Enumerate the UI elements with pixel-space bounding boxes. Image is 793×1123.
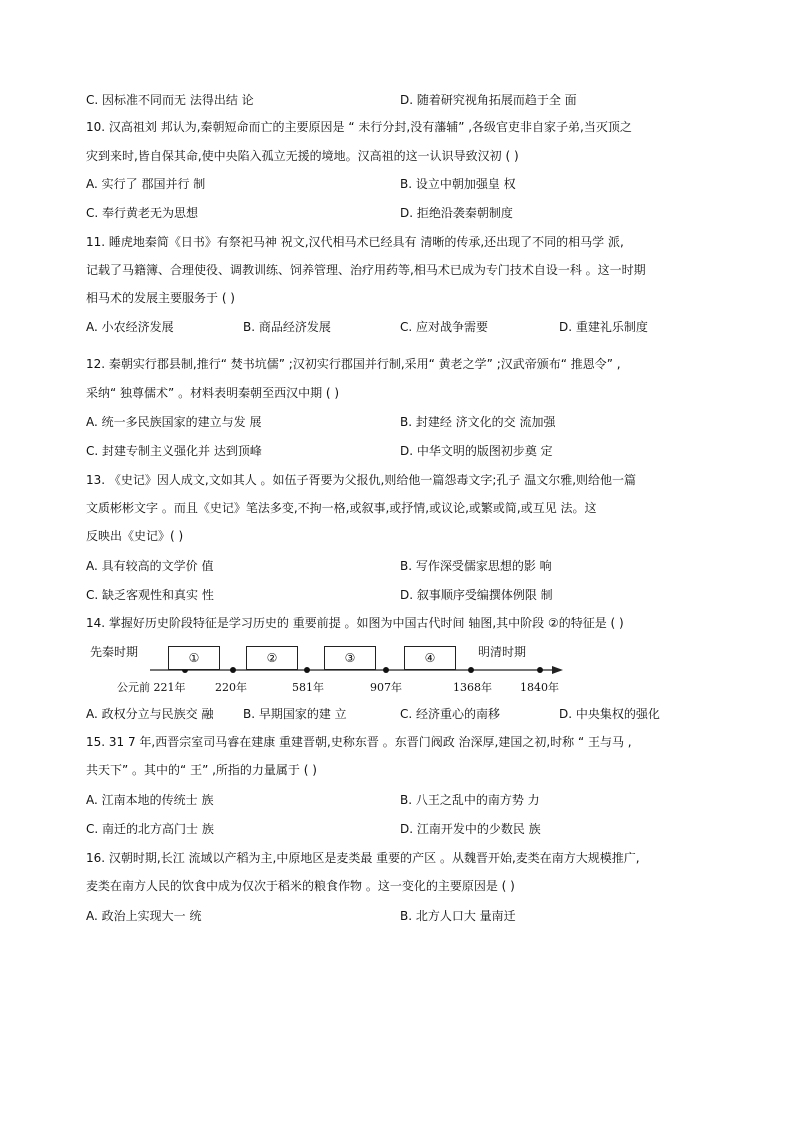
question-11-stem: 记载了马籍簿、合理使役、调教训练、饲养管理、治疗用药等,相马术已成为专门技术自设一科 。这一时期 [86, 263, 646, 277]
option-d: D. 中央集权的强化 [559, 707, 660, 721]
option-d: D. 中华文明的版图初步奠 定 [400, 444, 553, 458]
timeline-stage-4: ④ [404, 646, 456, 670]
timeline-end-label: 明清时期 [478, 645, 527, 659]
option-b: B. 写作深受儒家思想的影 响 [400, 559, 552, 573]
question-15-stem: 共天下” 。其中的“ 王” ,所指的力量属于 ( ) [86, 763, 317, 777]
timeline-date: 1368年 [453, 681, 492, 694]
option-a: A. 政治上实现大一 统 [86, 909, 202, 923]
option-d: D. 江南开发中的少数民 族 [400, 822, 541, 836]
timeline-point [304, 667, 310, 673]
timeline-stage-3: ③ [324, 646, 376, 670]
question-11-stem: 相马术的发展主要服务于 ( ) [86, 291, 235, 305]
option-b: B. 设立中朝加强皇 权 [400, 177, 516, 191]
option-b: B. 早期国家的建 立 [243, 707, 347, 721]
question-10-stem: 10. 汉高祖刘 邦认为,秦朝短命而亡的主要原因是 “ 未行分封,没有藩辅” ,各级官吏非自家子弟,当灭顶之 [86, 120, 632, 134]
option-a: A. 江南本地的传统士 族 [86, 793, 214, 807]
timeline-point [230, 667, 236, 673]
option-b: B. 商品经济发展 [243, 320, 331, 334]
timeline-start-label: 先秦时期 [90, 645, 139, 659]
option-c: C. 封建专制主义强化并 达到顶峰 [86, 444, 262, 458]
option-b: B. 八王之乱中的南方势 力 [400, 793, 540, 807]
question-15-stem: 15. 31 7 年,西晋宗室司马睿在建康 重建晋朝,史称东晋 。东晋门阀政 治深厚,建国之初,时称 “ 王与马 , [86, 735, 632, 749]
timeline-point [468, 667, 474, 673]
timeline-point [537, 667, 543, 673]
option-c: C. 奉行黄老无为思想 [86, 206, 199, 220]
timeline-stage-1: ① [168, 646, 220, 670]
timeline-date: 1840年 [520, 681, 559, 694]
option-c: C. 因标准不同而无 法得出结 论 [86, 93, 254, 107]
timeline-date: 220年 [215, 681, 247, 694]
timeline-date: 公元前 221年 [117, 681, 186, 694]
timeline-date: 581年 [292, 681, 324, 694]
option-b: B. 封建经 济文化的交 流加强 [400, 415, 556, 429]
option-a: A. 政权分立与民族交 融 [86, 707, 214, 721]
question-13-stem: 文质彬彬文字 。而且《史记》笔法多变,不拘一格,或叙事,或抒情,或议论,或繁或简,或互见 法。这 [86, 501, 597, 515]
question-12-stem: 采纳“ 独尊儒术” 。材料表明秦朝至西汉中期 ( ) [86, 386, 340, 400]
option-d: D. 随着研究视角拓展而趋于全 面 [400, 93, 577, 107]
option-c: C. 经济重心的南移 [400, 707, 501, 721]
question-16-stem: 16. 汉朝时期,长江 流域以产稻为主,中原地区是麦类最 重要的产区 。从魏晋开始,麦类在南方大规模推广, [86, 851, 640, 865]
timeline-stage-2: ② [246, 646, 298, 670]
question-10-stem: 灾到来时,皆自保其命,使中央陷入孤立无援的境地。汉高祖的这一认识导致汉初 ( ) [86, 149, 519, 163]
option-d: D. 叙事顺序受编撰体例限 制 [400, 588, 553, 602]
question-14-stem: 14. 掌握好历史阶段特征是学习历史的 重要前提 。如图为中国古代时间 轴图,其中阶段 ②的特征是 ( ) [86, 616, 624, 630]
option-c: C. 缺乏客观性和真实 性 [86, 588, 214, 602]
question-11-stem: 11. 睡虎地秦简《日书》有祭祀马神 祝文,汉代相马术已经具有 清晰的传承,还出现了不同的相马学 派, [86, 235, 624, 249]
timeline-point [383, 667, 389, 673]
option-a: A. 具有较高的文学价 值 [86, 559, 214, 573]
option-c: C. 应对战争需要 [400, 320, 489, 334]
option-d: D. 重建礼乐制度 [559, 320, 648, 334]
question-12-stem: 12. 秦朝实行郡县制,推行“ 焚书坑儒” ;汉初实行郡国并行制,采用“ 黄老之学” ;汉武帝颁布“ 推恩令” , [86, 357, 621, 371]
option-c: C. 南迁的北方高门士 族 [86, 822, 214, 836]
option-a: A. 统一多民族国家的建立与发 展 [86, 415, 262, 429]
option-a: A. 小农经济发展 [86, 320, 174, 334]
question-13-stem: 反映出《史记》( ) [86, 529, 184, 543]
question-16-stem: 麦类在南方人民的饮食中成为仅次于稻米的粮食作物 。这一变化的主要原因是 ( ) [86, 879, 515, 893]
timeline-date: 907年 [370, 681, 402, 694]
option-d: D. 拒绝沿袭秦朝制度 [400, 206, 513, 220]
question-13-stem: 13. 《史记》因人成文,文如其人 。如伍子胥要为父报仇,则给他一篇怨毒文字;孔子 温文尔雅,则给他一篇 [86, 473, 637, 487]
option-a: A. 实行了 郡国并行 制 [86, 177, 206, 191]
option-b: B. 北方人口大 量南迁 [400, 909, 516, 923]
